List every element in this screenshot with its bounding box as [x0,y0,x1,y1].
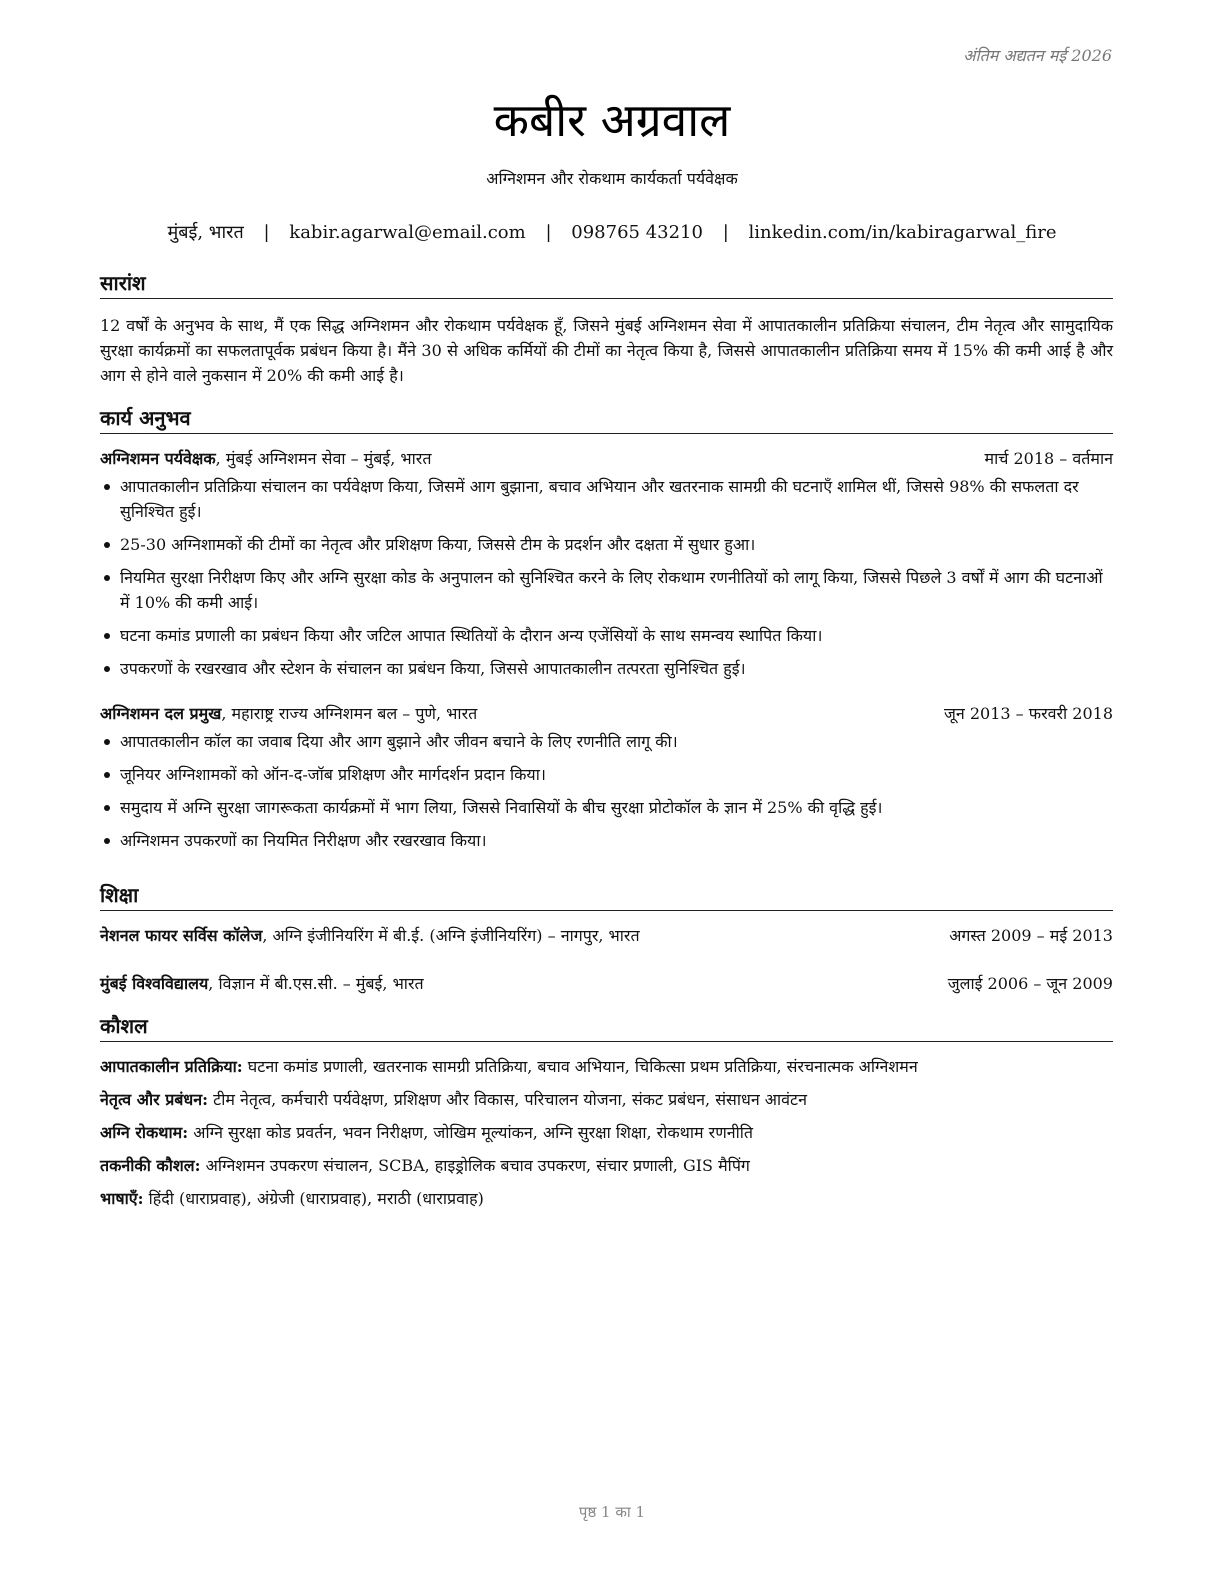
job-dates: जून 2013 – फरवरी 2018 [944,704,1113,723]
summary-title: सारांश [100,270,1113,299]
education-title: शिक्षा [100,882,1113,911]
education-institution: मुंबई विश्वविद्यालय [100,974,209,993]
job-header [100,703,1113,725]
job-title-line [100,703,477,725]
job-org: , महाराष्ट्र राज्य अग्निशमन बल – पुणे, भारत [221,704,478,723]
experience-title: कार्य अनुभव [100,405,1113,434]
skills-list [100,1056,1113,1210]
job-bullet: अग्निशमन उपकरणों का नियमित निरीक्षण और रखरखाव किया। [100,828,1113,853]
job-bullets [100,729,1113,853]
contact-separator: | [722,222,729,243]
job-bullet: घटना कमांड प्रणाली का प्रबंधन किया और जटिल आपात स्थितियों के दौरान अन्य एजेंसियों के साथ समन्वय स्थापित किया। [100,623,1113,648]
contact-linkedin[interactable]: linkedin.com/in/kabiragarwal_fire [748,222,1057,243]
education-line [100,925,640,947]
job-bullet: नियमित सुरक्षा निरीक्षण किए और अग्नि सुरक्षा कोड के अनुपालन को सुनिश्चित करने के लिए रोकथाम रणनीतियों को लागू किया, जिससे पिछले 3 वर्षों में आग की घटनाओं में 10% की कमी आई। [100,565,1113,615]
contact-location: मुंबई, भारत [167,222,244,243]
skill-row [100,1188,1113,1210]
education-section [100,882,1113,995]
job-bullet: आपातकालीन प्रतिक्रिया संचालन का पर्यवेक्षण किया, जिसमें आग बुझाना, बचाव अभियान और खतरनाक सामग्री की घटनाएँ शामिल थीं, जिससे 98% की सफलता दर सुनिश्चित हुई। [100,474,1113,524]
skill-value: घटना कमांड प्रणाली, खतरनाक सामग्री प्रतिक्रिया, बचाव अभियान, चिकित्सा प्रथम प्रतिक्रिया, संरचनात्मक अग्निशमन [242,1057,918,1076]
education-dates: जुलाई 2006 – जून 2009 [947,974,1113,993]
experience-section [100,405,1113,861]
job-bullets [100,474,1113,681]
job-entry [100,703,1113,853]
job-role: अग्निशमन दल प्रमुख [100,704,222,723]
skills-section [100,1013,1113,1221]
education-dates: अगस्त 2009 – मई 2013 [949,926,1113,945]
skill-row [100,1089,1113,1111]
education-institution: नेशनल फायर सर्विस कॉलेज [100,926,263,945]
education-entry [100,973,1113,995]
skill-label: भाषाएँ: [100,1189,144,1208]
education-detail: , विज्ञान में बी.एस.सी. – मुंबई, भारत [208,974,424,993]
skill-label: तकनीकी कौशल: [100,1156,201,1175]
job-bullet: जूनियर अग्निशामकों को ऑन-द-जॉब प्रशिक्षण और मार्गदर्शन प्रदान किया। [100,762,1113,787]
contact-email[interactable]: kabir.agarwal@email.com [289,222,526,243]
education-detail: , अग्नि इंजीनियरिंग में बी.ई. (अग्नि इंजीनियरिंग) – नागपुर, भारत [262,926,640,945]
skill-value: अग्नि सुरक्षा कोड प्रवर्तन, भवन निरीक्षण, जोखिम मूल्यांकन, अग्नि सुरक्षा शिक्षा, रोकथाम रणनीति [188,1123,754,1142]
skill-value: टीम नेतृत्व, कर्मचारी पर्यवेक्षण, प्रशिक्षण और विकास, परिचालन योजना, संकट प्रबंधन, संसाधन आवंटन [208,1090,807,1109]
job-bullet: 25-30 अग्निशामकों की टीमों का नेतृत्व और प्रशिक्षण किया, जिससे टीम के प्रदर्शन और दक्षता में सुधार हुआ। [100,532,1113,557]
skill-label: नेतृत्व और प्रबंधन: [100,1090,209,1109]
skill-label: अग्नि रोकथाम: [100,1123,189,1142]
contact-phone: 098765 43210 [571,222,703,243]
skill-row [100,1056,1113,1078]
job-bullet: उपकरणों के रखरखाव और स्टेशन के संचालन का प्रबंधन किया, जिससे आपातकालीन तत्परता सुनिश्चित हुई। [100,656,1113,681]
page-footer: पृष्ठ 1 का 1 [578,1503,646,1521]
skill-label: आपातकालीन प्रतिक्रिया: [100,1057,243,1076]
contact-separator: | [263,222,270,243]
job-bullet: समुदाय में अग्नि सुरक्षा जागरूकता कार्यक्रमों में भाग लिया, जिससे निवासियों के बीच सुरक्षा प्रोटोकॉल के ज्ञान में 25% की वृद्धि हुई। [100,795,1113,820]
skill-row [100,1122,1113,1144]
headline: अग्निशमन और रोकथाम कार्यकर्ता पर्यवेक्षक [486,169,738,188]
summary-section [100,270,1113,388]
skills-title: कौशल [100,1013,1113,1042]
contact-line [0,220,1224,244]
job-dates: मार्च 2018 – वर्तमान [984,449,1113,468]
job-title-line [100,448,431,470]
job-header [100,448,1113,470]
skill-value: हिंदी (धाराप्रवाह), अंग्रेजी (धाराप्रवाह), मराठी (धाराप्रवाह) [143,1189,484,1208]
contact-separator: | [545,222,552,243]
education-line [100,973,424,995]
job-entry [100,448,1113,681]
education-entry [100,925,1113,947]
skill-row [100,1155,1113,1177]
job-role: अग्निशमन पर्यवेक्षक [100,449,216,468]
summary-text: 12 वर्षों के अनुभव के साथ, मैं एक सिद्ध अग्निशमन और रोकथाम पर्यवेक्षक हूँ, जिसने मुंबई अग्निशमन सेवा में आपातकालीन प्रतिक्रिया संचालन, टीम नेतृत्व और सामुदायिक सुरक्षा कार्यक्रमों का सफलतापूर्वक प्रबंधन किया है। मैंने 30 से अधिक कर्मियों की टीमों का नेतृत्व किया है, जिससे आपातकालीन प्रतिक्रिया समय में 15% की कमी आई है और आग से होने वाले नुकसान में 20% की कमी आई है। [100,316,1113,385]
job-org: , मुंबई अग्निशमन सेवा – मुंबई, भारत [215,449,432,468]
last-updated: अंतिम अद्यतन मई 2026 [963,46,1112,65]
candidate-name: कबीर अग्रवाल [493,93,731,147]
job-bullet: आपातकालीन कॉल का जवाब दिया और आग बुझाने और जीवन बचाने के लिए रणनीति लागू की। [100,729,1113,754]
skill-value: अग्निशमन उपकरण संचालन, SCBA, हाइड्रोलिक बचाव उपकरण, संचार प्रणाली, GIS मैपिंग [200,1156,750,1175]
